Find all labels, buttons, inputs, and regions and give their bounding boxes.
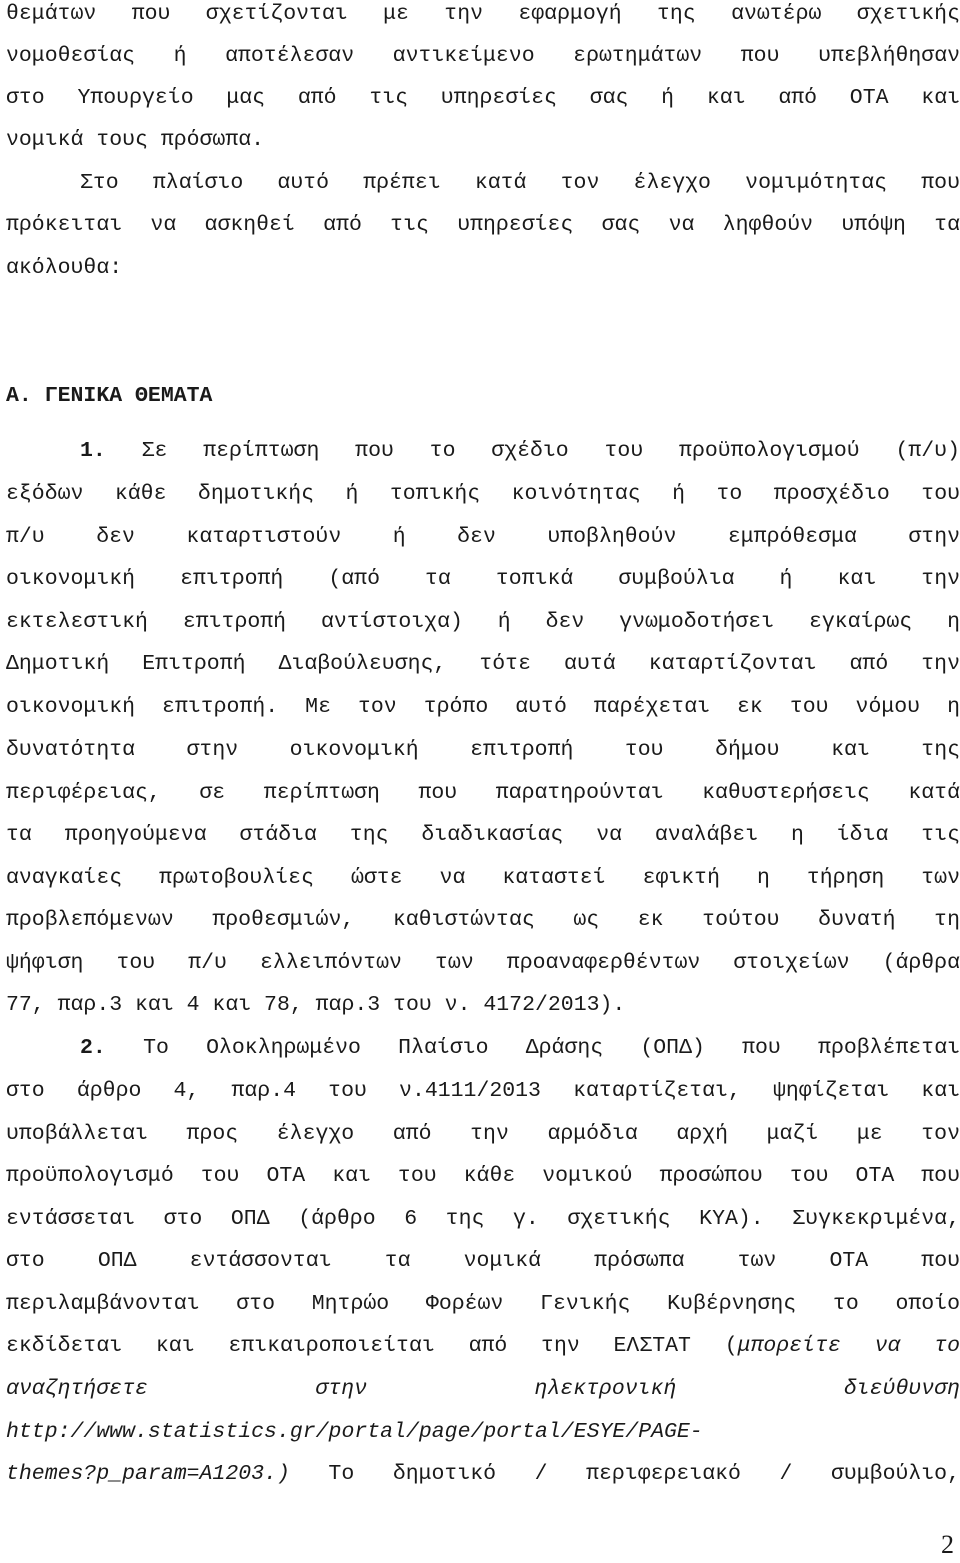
item-2-italic-line-1: αναζητήσετε στην ηλεκτρονική διεύθυνση: [6, 1377, 960, 1401]
item-1-line-13: ψήφιση του π/υ ελλειπόντων των προαναφερθέντων στοιχείων (άρθρα: [6, 951, 960, 975]
item-1-line-14: 77, παρ.3 και 4 και 78, παρ.3 του ν. 4172/2013).: [6, 993, 626, 1017]
item-1-line-4: οικονομική επιτροπή (από τα τοπικά συμβούλια ή και την: [6, 567, 960, 591]
item-1-line-3: π/υ δεν καταρτιστούν ή δεν υποβληθούν εμπρόθεσμα στην: [6, 525, 960, 549]
item-1-line-6: Δημοτική Επιτροπή Διαβούλευσης, τότε αυτά καταρτίζονται από την: [6, 652, 960, 676]
item-1-line-11: αναγκαίες πρωτοβουλίες ώστε να καταστεί εφικτή η τήρηση των: [6, 866, 960, 890]
item-1-line-8: δυνατότητα στην οικονομική επιτροπή του δήμου και της: [6, 738, 960, 762]
intro-line-1: θεμάτων που σχετίζονται με την εφαρμογή της ανωτέρω σχετικής: [6, 2, 960, 26]
item-2-first-line-text: Το Ολοκληρωμένο Πλαίσιο Δράσης (ΟΠΔ) που προβλέπεται: [143, 1036, 960, 1060]
intro-line-2: νομοθεσίας ή αποτέλεσαν αντικείμενο ερωτημάτων που υπεβλήθησαν: [6, 44, 960, 68]
item-2-number: 2.: [80, 1036, 106, 1060]
item-1-line-5: εκτελεστική επιτροπή αντίστοιχα) ή δεν γνωμοδοτήσει εγκαίρως η: [6, 610, 960, 634]
intro-line-4: νομικά τους πρόσωπα.: [6, 128, 265, 152]
item-2-url-line: http://www.statistics.gr/portal/page/portal/ESYE/PAGE-: [6, 1420, 703, 1444]
item-1-line-12: προβλεπόμενων προθεσμιών, καθιστώντας ως εκ τούτου δυνατή τη: [6, 908, 960, 932]
item-1-first-line-text: Σε περίπτωση που το σχέδιο του προϋπολογισμού (π/υ): [141, 439, 960, 463]
item-1-line-2: εξόδων κάθε δημοτικής ή τοπικής κοινότητας ή το προσχέδιο του: [6, 482, 960, 506]
item-1-first-line: [80, 433, 960, 469]
item-2-line-3: υποβάλλεται προς έλεγχο από την αρμόδια αρχή μαζί με τον: [6, 1122, 960, 1146]
section-heading: Α. ΓΕΝΙΚΑ ΘΕΜΑΤΑ: [6, 384, 213, 408]
item-2-line-8-plain: εκδίδεται και επικαιροποιείται από την ΕΛΣΤΑΤ (: [6, 1334, 738, 1358]
item-2-line-4: προϋπολογισμό του ΟΤΑ και του κάθε νομικού προσώπου του ΟΤΑ που: [6, 1164, 960, 1188]
item-2-line-7: περιλαμβάνονται στο Μητρώο Φορέων Γενικής Κυβέρνησης το οποίο: [6, 1292, 960, 1316]
item-1-line-10: τα προηγούμενα στάδια της διαδικασίας να αναλάβει η ίδια τις: [6, 823, 960, 847]
context-line-2: πρόκειται να ασκηθεί από τις υπηρεσίες σας να ληφθούν υπόψη τα: [6, 213, 960, 237]
item-1-line-9: περιφέρειας, σε περίπτωση που παρατηρούνται καθυστερήσεις κατά: [6, 781, 960, 805]
item-2-line-6: στο ΟΠΔ εντάσσονται τα νομικά πρόσωπα των ΟΤΑ που: [6, 1249, 960, 1273]
item-2-last-line: [6, 1456, 960, 1492]
context-line-1: Στο πλαίσιο αυτό πρέπει κατά τον έλεγχο νομιμότητας που: [80, 171, 960, 195]
item-1-number: 1.: [80, 439, 106, 463]
item-1-line-7: οικονομική επιτροπή. Με τον τρόπο αυτό παρέχεται εκ του νόμου η: [6, 695, 960, 719]
item-2-url-param: themes?p_param=A1203.): [6, 1462, 290, 1486]
context-line-3: ακόλουθα:: [6, 256, 123, 280]
item-2-first-line: [80, 1030, 960, 1066]
item-2-line-2: στο άρθρο 4, παρ.4 του ν.4111/2013 καταρτίζεται, ψηφίζεται και: [6, 1079, 960, 1103]
item-2-line-8: [6, 1328, 960, 1364]
item-2-line-8-italic: μπορείτε να το: [737, 1334, 960, 1358]
item-2-last-line-plain: Το δημοτικό / περιφερειακό / συμβούλιο,: [289, 1462, 960, 1486]
intro-line-3: στο Υπουργείο μας από τις υπηρεσίες σας ή και από ΟΤΑ και: [6, 86, 960, 110]
item-2-line-5: εντάσσεται στο ΟΠΔ (άρθρο 6 της γ. σχετικής ΚΥΑ). Συγκεκριμένα,: [6, 1207, 960, 1231]
page-number: 2: [941, 1530, 954, 1559]
